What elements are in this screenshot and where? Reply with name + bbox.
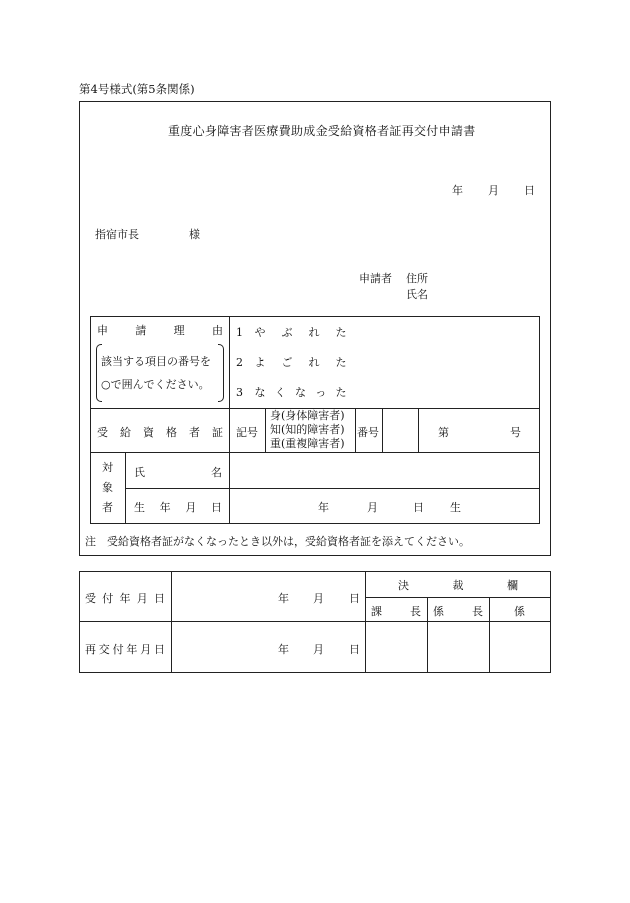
reason-note-line2: ○で囲んでください。 xyxy=(101,378,210,391)
reissued-month: 月 xyxy=(313,643,324,656)
reason-header: 申 請 理 由 xyxy=(97,324,223,337)
subject-birth-label: 生 年 月 日 xyxy=(134,501,222,514)
applicant-name-label: 氏名 xyxy=(406,288,428,301)
section-chief-label: 課 長 xyxy=(371,605,421,618)
reissued-year: 年 xyxy=(278,643,289,656)
decision-column-header: 決 裁 欄 xyxy=(398,579,518,592)
reason-option-3[interactable]: 3 な く な っ た xyxy=(236,386,347,399)
date-month: 月 xyxy=(488,184,499,197)
number-go: 号 xyxy=(510,426,521,439)
staff-label: 係 xyxy=(514,605,525,618)
birth-year: 年 xyxy=(318,501,329,514)
addressee-name: 指宿市長 xyxy=(95,228,139,241)
reason-option-1[interactable]: 1 や ぶ れ た xyxy=(236,326,347,339)
form-number: 第4号様式(第5条関係) xyxy=(79,82,195,96)
birth-day: 日 xyxy=(413,501,424,514)
birth-month: 月 xyxy=(367,501,378,514)
received-month: 月 xyxy=(313,592,324,605)
received-year: 年 xyxy=(278,592,289,605)
subject-label: 対 象 者 xyxy=(102,461,113,514)
footnote: 注 受給資格者証がなくなったとき以外は，受給資格者証を添えてください。 xyxy=(85,535,470,548)
applicant-address-label: 住所 xyxy=(406,272,428,285)
date-day: 日 xyxy=(524,184,535,197)
date-year: 年 xyxy=(452,184,463,197)
reason-option-2[interactable]: 2 よ ご れ た xyxy=(236,356,347,369)
received-day: 日 xyxy=(349,592,360,605)
reissued-day: 日 xyxy=(349,643,360,656)
certificate-types: 身(身体障害者) 知(知的障害者) 重(重複障害者) xyxy=(270,409,345,450)
applicant-label: 申請者 xyxy=(359,272,392,285)
reason-note-line1: 該当する項目の番号を xyxy=(101,355,211,368)
form-title: 重度心身障害者医療費助成金受給資格者証再交付申請書 xyxy=(168,124,476,138)
subject-name-label: 氏 名 xyxy=(134,466,222,479)
addressee-honorific: 様 xyxy=(189,228,200,241)
certificate-label: 受 給 資 格 者 証 xyxy=(97,426,223,439)
birth-suffix: 生 xyxy=(450,501,461,514)
symbol-label: 記号 xyxy=(236,426,258,439)
reissued-date-label: 再 交 付 年 月 日 xyxy=(85,643,165,656)
number-dai: 第 xyxy=(438,426,449,439)
subsection-chief-label: 係 長 xyxy=(433,605,483,618)
number-label: 番号 xyxy=(357,426,379,439)
received-date-label: 受 付 年 月 日 xyxy=(85,592,165,605)
